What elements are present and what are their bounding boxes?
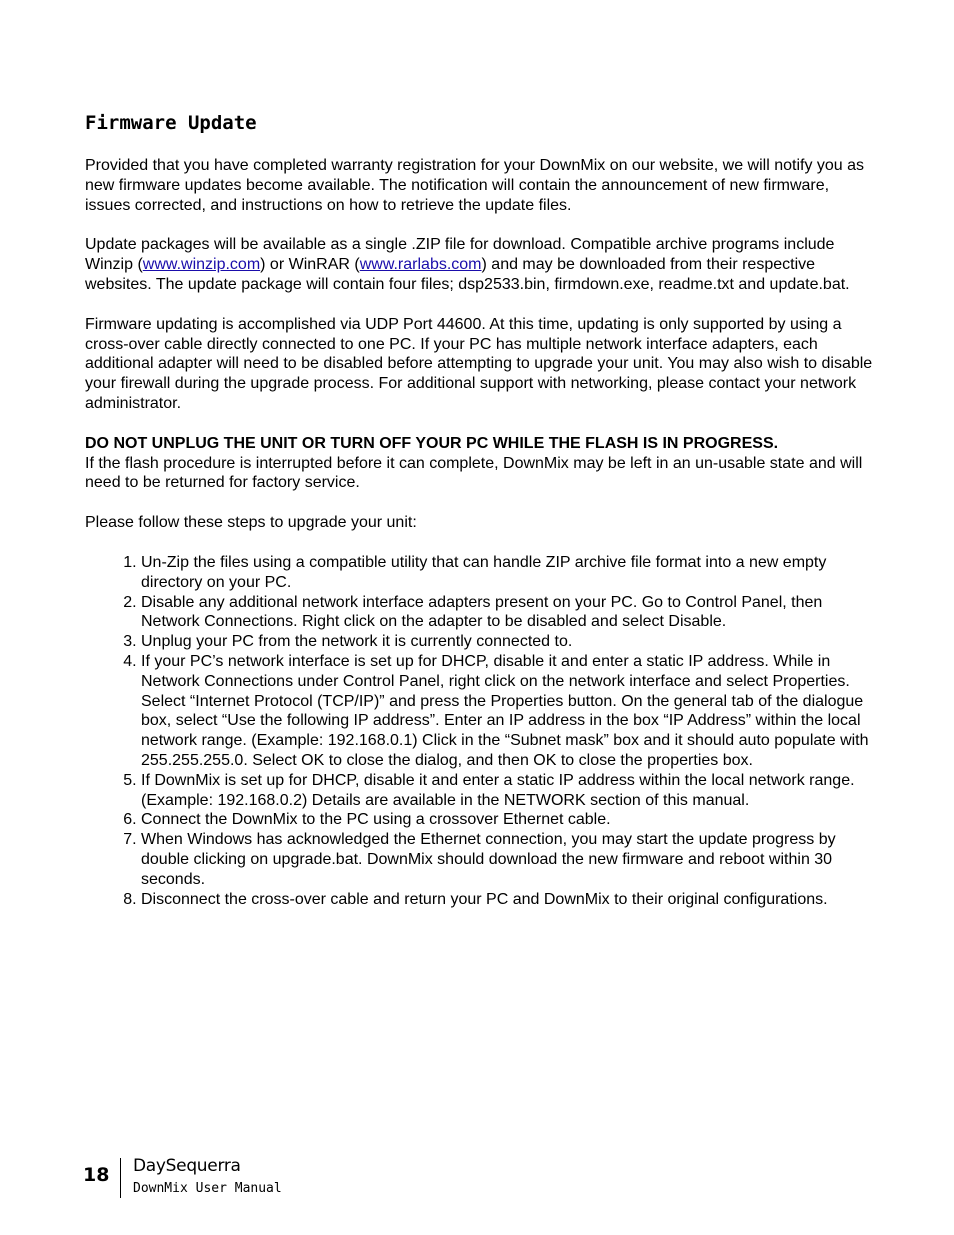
step-item: 6. Connect the DownMix to the PC using a crossover Ethernet cable. (141, 810, 875, 830)
manual-title: DownMix User Manual (133, 1181, 282, 1196)
step-item: 8. Disconnect the cross-over cable and return your PC and DownMix to their original configurations. (141, 890, 875, 910)
page-number: 18 (83, 1164, 110, 1186)
packages-text-1: Update packages will be available as a single .ZIP file for download. Compatible archive programs include Winzip ( (85, 236, 835, 274)
section-title: Firmware Update (85, 112, 257, 134)
page-content (85, 112, 875, 909)
step-item: 2. Disable any additional network interface adapters present on your PC. Go to Control Panel, then Network Connections. Right click on the adapter to be disabled and select Disable. (141, 593, 875, 633)
steps-list (85, 553, 875, 909)
step-item: 7. When Windows has acknowledged the Ethernet connection, you may start the update progress by double clicking on upgrade.bat. DownMix should download the new firmware and reboot within 30 seconds. (141, 830, 875, 889)
packages-text-3: ) and may be downloaded from their respective websites. The update package will contain four files; dsp2533.bin, firmdown.exe, readme.txt and update.bat. (85, 256, 850, 293)
warning-body: If the flash procedure is interrupted before it can complete, DownMix may be left in an un-usable state and will need to be returned for factory service. (85, 454, 863, 492)
brand-logo: DaySequerra (133, 1156, 241, 1176)
packages-text-2: ) or WinRAR ( (260, 256, 360, 274)
step-item: 3. Unplug your PC from the network it is currently connected to. (141, 632, 875, 652)
network-paragraph: Firmware updating is accomplished via UDP Port 44600. At this time, updating is only supported by using a cross-over cable directly connected to one PC. If your PC has multiple network interface adapters, each additional adapter will need to be disabled before attempting to upgrade your unit. You may also wish to disable your firewall during the upgrade process. For additional support with networking, please contact your network administrator. (85, 315, 873, 412)
steps-intro: Please follow these steps to upgrade your unit: (85, 514, 417, 532)
warning-heading: DO NOT UNPLUG THE UNIT OR TURN OFF YOUR PC WHILE THE FLASH IS IN PROGRESS. (85, 434, 779, 452)
warning-paragraph (85, 434, 875, 493)
step-item: 5. If DownMix is set up for DHCP, disable it and enter a static IP address within the local network range. (Example: 192.168.0.2) Details are available in the NETWORK section of this manual. (141, 771, 875, 811)
rarlabs-link[interactable]: www.rarlabs.com (359, 256, 482, 274)
intro-paragraph: Provided that you have completed warranty registration for your DownMix on our website, we will notify you as new firmware updates become available. The notification will contain the announcement of new firmware, issues corrected, and instructions on how to retrieve the update files. (85, 157, 865, 214)
winzip-link[interactable]: www.winzip.com (142, 256, 261, 274)
step-item: 4. If your PC’s network interface is set up for DHCP, disable it and enter a static IP address. While in Network Connections under Control Panel, right click on the network interface and select Properties. Select “Internet Protocol (TCP/IP)” and press the Properties button. On the general tab of the dialogue box, select “Use the following IP address”. Enter an IP address in the box “IP Address” within the local network range. (Example: 192.168.0.1) Click in the “Subnet mask” box and it should auto populate with 255.255.255.0. Select OK to close the dialog, and then OK to close the properties box. (141, 652, 875, 771)
packages-paragraph (85, 235, 875, 294)
step-item: 1. Un-Zip the files using a compatible utility that can handle ZIP archive file format into a new empty directory on your PC. (141, 553, 875, 593)
footer-divider (120, 1158, 121, 1198)
